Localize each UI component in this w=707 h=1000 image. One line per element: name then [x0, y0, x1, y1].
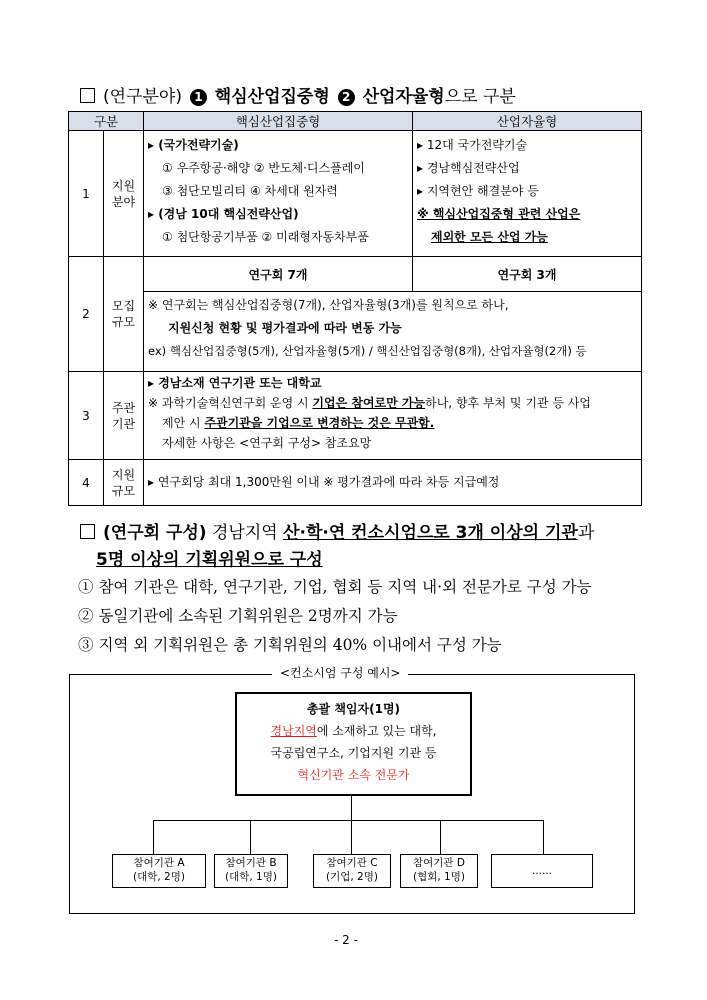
participant-box: 참여기관 C (기업, 2명)	[313, 854, 391, 888]
header-autonomous: 산업자율형	[413, 112, 642, 131]
header-core: 핵심산업집중형	[144, 112, 413, 131]
number-two-icon: 2	[338, 89, 355, 106]
list-item: ① 참여 기관은 대학, 연구기관, 기업, 협회 등 지역 내·외 전문가로 구성 가능	[78, 578, 592, 596]
connector-line	[351, 794, 352, 820]
row-category: 지원 규모	[104, 460, 144, 506]
row-number: 2	[69, 257, 104, 372]
checkbox-square-icon	[80, 88, 95, 103]
header-category: 구분	[69, 112, 144, 131]
row-number: 4	[69, 460, 104, 506]
research-field-table	[68, 111, 642, 506]
checkbox-square-icon	[80, 524, 95, 539]
table-header-row	[69, 112, 642, 131]
row-number: 1	[69, 131, 104, 257]
section2-title: (연구회 구성) 경남지역 산·학·연 컨소시엄으로 3개 이상의 기관과	[80, 518, 594, 543]
core-count-cell: 연구회 7개	[144, 257, 413, 292]
core-fields-cell: ▸ (국가전략기술) ① 우주항공·해양 ② 반도체·디스플레이 ③ 첨단모빌리티 ④ 차세대 원자력 ▸ (경남 10대 핵심전략산업) ① 첨단항공기부품 ② 미래형자동차부품	[144, 131, 413, 257]
table-row	[69, 131, 642, 257]
list-item: ② 동일기관에 소속된 기획위원은 2명까지 가능	[78, 607, 398, 625]
section2-title-cont: 5명 이상의 기획위원으로 구성	[96, 550, 323, 570]
participant-box: 참여기관 D (협회, 1명)	[400, 854, 478, 888]
page-number: - 2 -	[334, 933, 358, 947]
row-number: 3	[69, 372, 104, 460]
autonomous-fields-cell: ▸ 12대 국가전략기술 ▸ 경남핵심전략산업 ▸ 지역현안 해결분야 등 ※ 핵심산업집중형 관련 산업은 제외한 모든 산업 가능	[413, 131, 642, 257]
support-size-cell: ▸ 연구회당 최대 1,300만원 이내 ※ 평가결과에 따라 차등 지급예정	[144, 460, 642, 506]
participant-box: 참여기관 A (대학, 2명)	[112, 854, 206, 888]
row-category: 지원 분야	[104, 131, 144, 257]
connector-line	[153, 820, 154, 854]
host-org-cell: ▸ 경남소재 연구기관 또는 대학교 ※ 과학기술혁신연구회 운영 시 기업은 참여로만 가능하나, 향후 부처 및 기관 등 사업 제안 시 주관기관을 기업으로 변경하는 것은 무관함. 자세한 사항은 <연구회 구성> 참조요망	[144, 372, 642, 460]
table-row	[69, 460, 642, 506]
list-item: ③ 지역 외 기획위원은 총 기획위원의 40% 이내에서 구성 가능	[78, 636, 502, 654]
row-category: 주관 기관	[104, 372, 144, 460]
connector-line	[250, 820, 251, 854]
connector-line	[351, 820, 352, 854]
table-row	[69, 292, 642, 372]
section1-title: (연구분야) 1 핵심산업집중형 2 산업자율형으로 구분	[80, 82, 516, 107]
autonomous-count-cell: 연구회 3개	[413, 257, 642, 292]
participant-box: ......	[491, 854, 593, 888]
recruit-note-cell: ※ 연구회는 핵심산업집중형(7개), 산업자율형(3개)를 원칙으로 하나, 지원신청 현황 및 평가결과에 따라 변동 가능 ex) 핵심산업집중형(5개), 산업자율형(5개) / 핵신산업집중형(8개), 산업자율형(2개) 등	[144, 292, 642, 372]
row-category: 모집 규모	[104, 257, 144, 372]
table-row	[69, 257, 642, 292]
leader-box: 총괄 책임자(1명) 경남지역에 소재하고 있는 대학, 국공립연구소, 기업지원 기관 등 혁신기관 소속 전문가	[235, 692, 472, 796]
connector-line	[543, 820, 544, 854]
diagram-title: <컨소시엄 구성 예시>	[272, 664, 408, 681]
connector-line	[153, 820, 543, 821]
connector-line	[440, 820, 441, 854]
number-one-icon: 1	[190, 89, 207, 106]
participant-box: 참여기관 B (대학, 1명)	[214, 854, 288, 888]
table-row	[69, 372, 642, 460]
